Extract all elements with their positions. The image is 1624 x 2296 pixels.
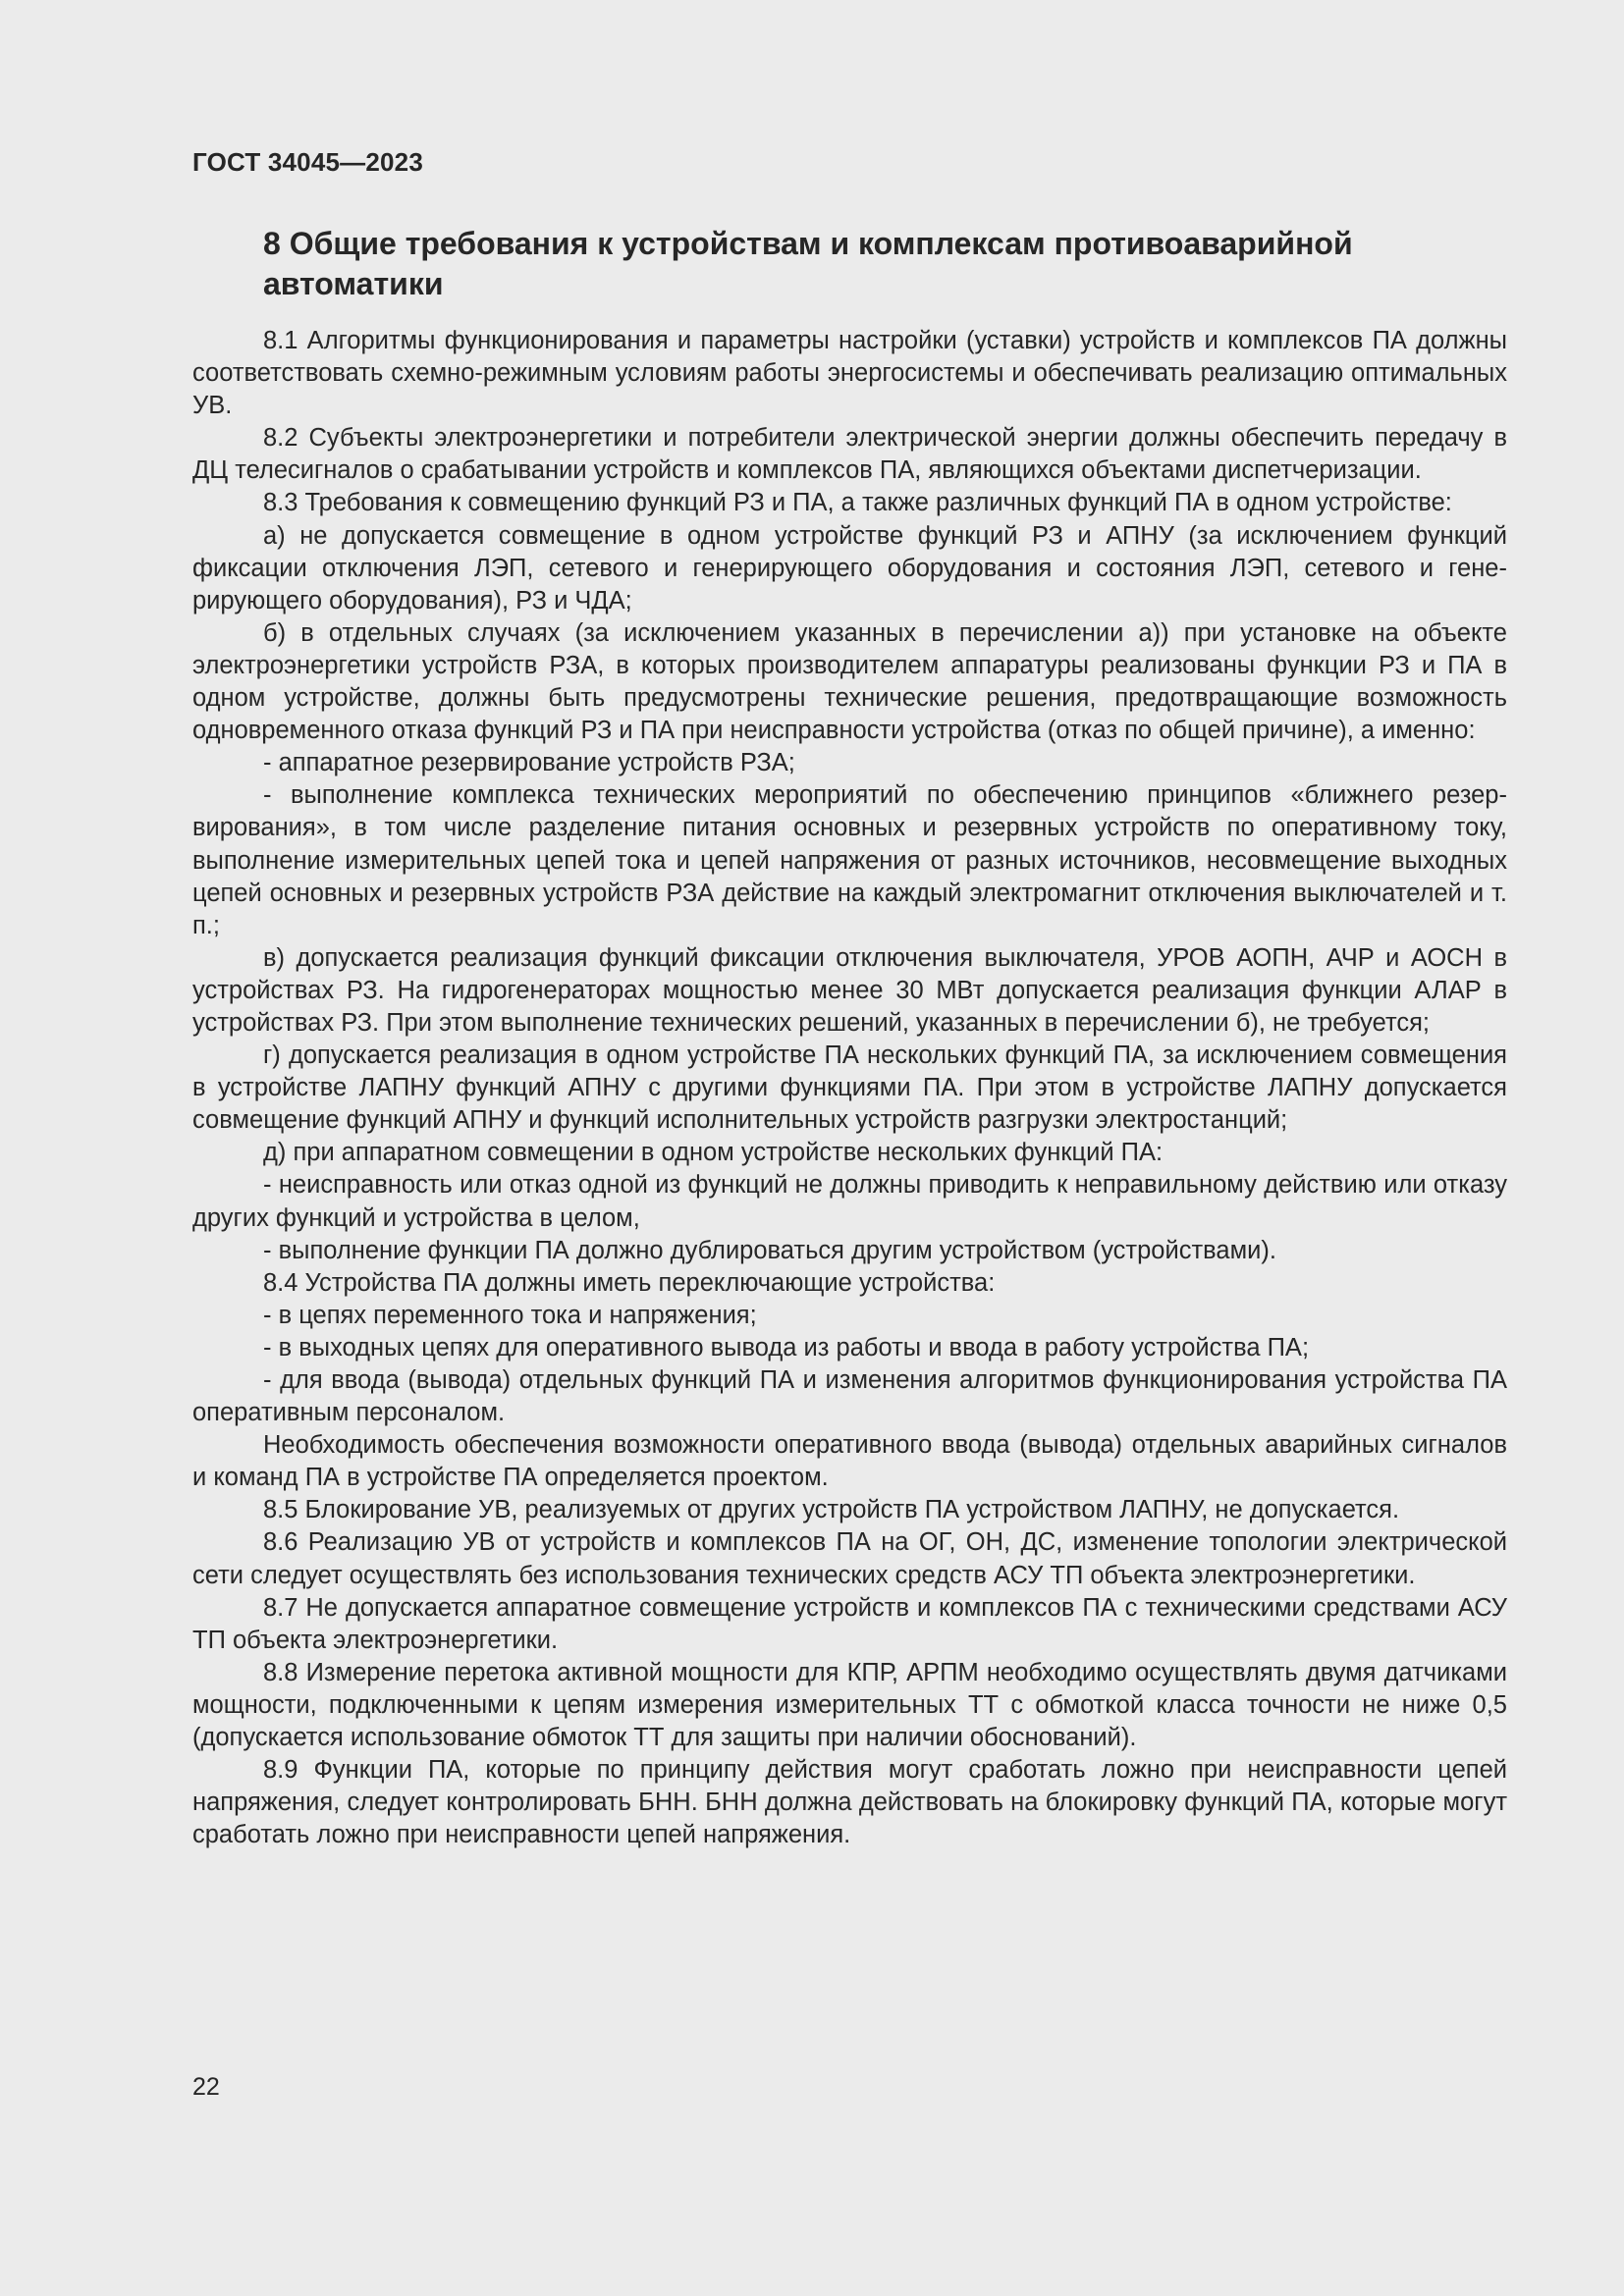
standard-header: ГОСТ 34045—2023 [192,147,423,177]
list-item-d: д) при аппаратном совмещении в одном устройстве нескольких функций ПА: [263,1139,1164,1167]
dash-item-near-redundancy: - выполнение комплекса технических мероприятий по обеспечению принципов «ближнего резервирования», в том числе разделение питания основных и резервных устройств по оперативному току, выполнение измерительных цепей тока и цепей напряжения от разных источников, несовмещение выходных цепей основных и резервных устройств РЗА действие на каждый электромагнит отключения выключателей и т. п.; [192,781,1507,939]
paragraph-project-note: Необходимость обеспечения возможности оперативного ввода (вывода) отдельных аварийных сигналов и команд ПА в устройстве ПА определяется проектом. [192,1431,1507,1492]
paragraph-8-2: 8.2 Субъекты электроэнергетики и потребители электрической энергии должны обеспечить передачу в ДЦ телесигналов о срабатывании устройств и комплексов ПА, являющихся объектами диспетчеризации. [192,424,1507,485]
section-title-line-1: 8 Общие требования к устройствам и комплексам противоаварийной [263,226,1353,261]
list-item-a: а) не допускается совмещение в одном устройстве функций РЗ и АПНУ (за исключением функций фиксации отключения ЛЭП, сетевого и генерирующего оборудования и состояния ЛЭП, сетевого и генерирующего оборудования), РЗ и ЧДА; [192,521,1507,614]
paragraph-8-6: 8.6 Реализацию УВ от устройств и комплексов ПА на ОГ, ОН, ДС, изменение топологии электрической сети следует осуществлять без использования технических средств АСУ ТП объекта электроэнергетики. [192,1528,1507,1589]
list-item-v: в) допускается реализация функций фиксации отключения выключателя, УРОВ АОПН, АЧР и АОСН в устройствах РЗ. На гидрогенераторах мощностью менее 30 МВт допускается реализация функции АЛАР в устройствах РЗ. При этом выполнение технических решений, указанных в перечислении б), не требуется; [192,943,1507,1037]
paragraph-8-7: 8.7 Не допускается аппаратное совмещение устройств и комплексов ПА с техническими средствами АСУ ТП объекта электроэнергетики. [192,1593,1507,1654]
paragraph-8-5: 8.5 Блокирование УВ, реализуемых от других устройств ПА устройством ЛАПНУ, не допускается. [263,1496,1400,1524]
dash-item-functions-switching: - для ввода (вывода) отдельных функций ПА и изменения алгоритмов функционирования устройства ПА оперативным персоналом. [192,1366,1507,1427]
paragraph-8-4: 8.4 Устройства ПА должны иметь переключающие устройства: [263,1268,996,1297]
paragraph-8-3: 8.3 Требования к совмещению функций РЗ и ПА, а также различных функций ПА в одном устройстве: [263,489,1452,517]
paragraph-8-8: 8.8 Измерение перетока активной мощности для КПР, АРПМ необходимо осуществлять двумя датчиками мощности, подключенными к цепям измерения измерительных ТТ с обмоткой класса точности не ниже 0,5 (допускается использование обмоток ТТ для защиты при наличии обоснований). [192,1658,1507,1752]
dash-item-output-circuits: - в выходных цепях для оперативного вывода из работы и ввода в работу устройства ПА; [263,1333,1310,1362]
dash-item-malfunction: - неисправность или отказ одной из функций не должны приводить к неправильному действию или отказу других функций и устройства в целом, [192,1171,1507,1232]
list-item-g: г) допускается реализация в одном устройстве ПА нескольких функций ПА, за исключением совмещения в устройстве ЛАПНУ функций АПНУ с другими функциями ПА. При этом в устройстве ЛАПНУ допускается совмещение функций АПНУ и функций исполнительных устройств разгрузки электростанций; [192,1041,1507,1135]
section-title [263,224,1441,304]
dash-item-ac-circuits: - в цепях переменного тока и напряжения; [263,1301,757,1329]
paragraph-8-9: 8.9 Функции ПА, которые по принципу действия могут сработать ложно при неисправности цепей напряжения, следует контролировать БНН. БНН должна действовать на блокировку функций ПА, которые могут сработать ложно при неисправности цепей напряжения. [192,1756,1507,1849]
page-number: 22 [192,2073,220,2101]
dash-item-duplication: - выполнение функции ПА должно дублироваться другим устройством (устройствами). [263,1236,1276,1264]
section-title-line-2: автоматики [263,266,444,301]
list-item-b: б) в отдельных случаях (за исключением указанных в перечислении а)) при установке на объекте электроэнергетики устройств РЗА, в которых производителем аппаратуры реализованы функции РЗ и ПА в одном устройстве, должны быть предусмотрены технические решения, предотвращающие возможность одновременного отказа функций РЗ и ПА при неисправности устройства (отказ по общей причине), а именно: [192,618,1507,745]
paragraph-8-1: 8.1 Алгоритмы функционирования и параметры настройки (уставки) устройств и комплексов ПА должны соответствовать схемно-режимным условиям работы энергосистемы и обеспечивать реализацию оптимальных УВ. [192,327,1507,420]
dash-item-hardware-redundancy: - аппаратное резервирование устройств РЗА; [263,749,795,777]
section-body [192,325,1507,1851]
